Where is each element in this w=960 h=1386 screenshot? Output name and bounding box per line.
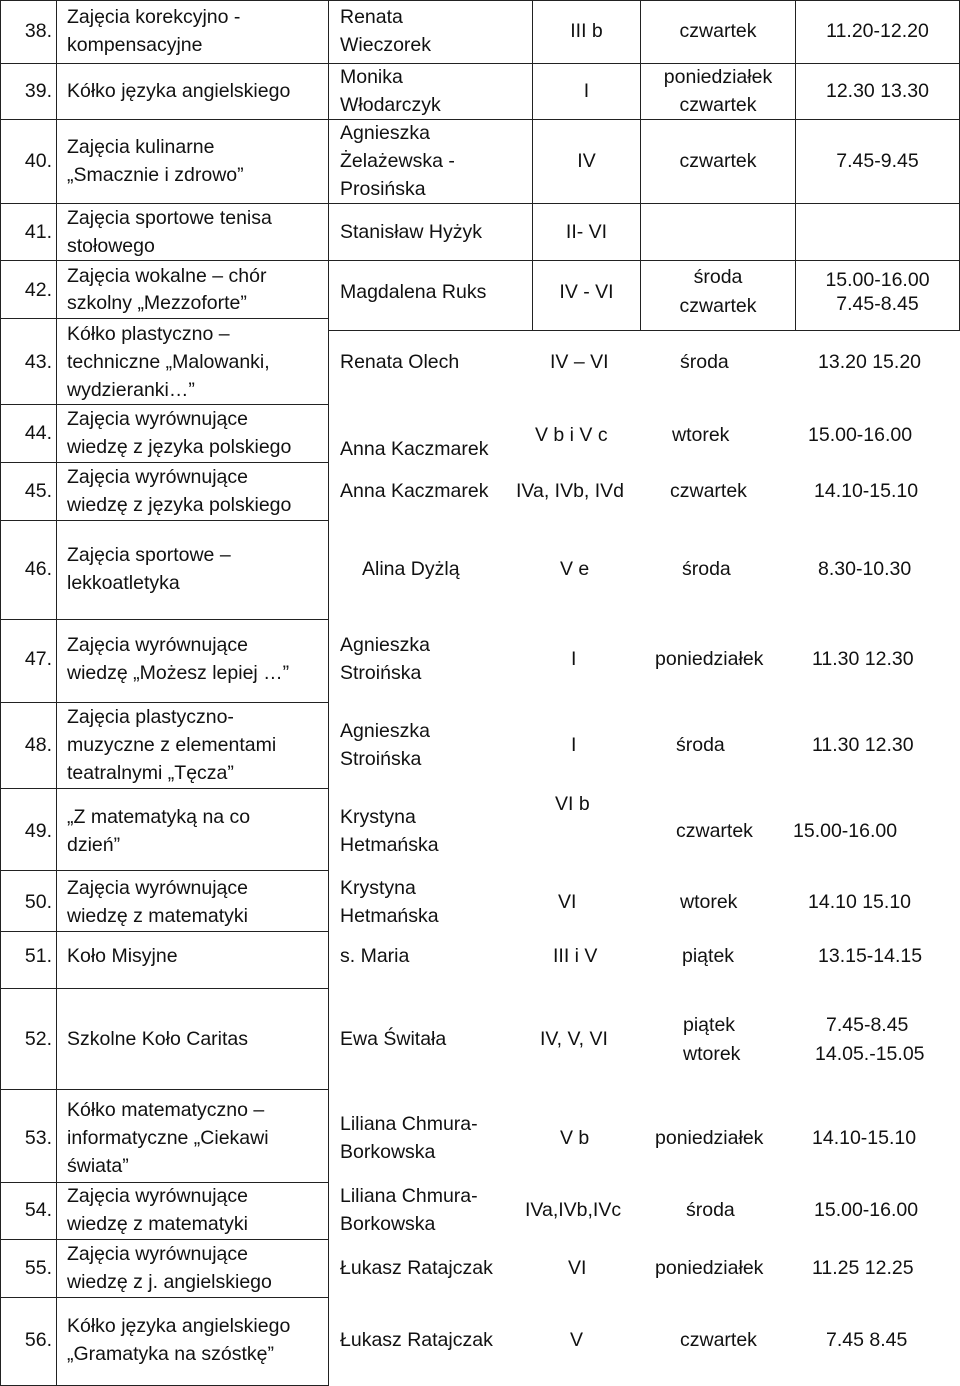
grade: V — [570, 1329, 584, 1351]
teacher-name-line: Agnieszka — [340, 122, 430, 144]
activity-name-line: Zajęcia sportowe – — [67, 544, 231, 566]
day: wtorek — [680, 891, 738, 913]
row-divider — [0, 1089, 329, 1090]
row-divider — [0, 931, 329, 932]
time: 7.45-9.45 — [836, 150, 919, 172]
day: piątek — [683, 1014, 736, 1036]
grade: V e — [560, 558, 590, 580]
activity-name-line: Zajęcia wyrównujące — [67, 877, 248, 899]
teacher-name-line: Anna Kaczmarek — [340, 438, 489, 460]
teacher-name-line: Żelażewska - — [340, 150, 455, 172]
grade: IVa, IVb, IVd — [516, 480, 625, 502]
activity-name-line: lekkoatletyka — [67, 572, 180, 594]
row-divider — [0, 260, 329, 261]
row-number: 56. — [24, 1329, 52, 1351]
time: 11.30 12.30 — [812, 648, 914, 670]
row-number: 54. — [24, 1199, 52, 1221]
day: środa — [680, 351, 729, 373]
time: 11.25 12.25 — [812, 1257, 914, 1279]
row-number: 46. — [24, 558, 52, 580]
teacher-name-line: Wieczorek — [340, 34, 432, 56]
time: 8.30-10.30 — [818, 558, 912, 580]
row-divider — [0, 1297, 329, 1298]
row-number: 48. — [24, 734, 52, 756]
day: czwartek — [679, 150, 757, 172]
activity-name-line: wiedzę z j. angielskiego — [67, 1271, 272, 1293]
time: 14.05.-15.05 — [815, 1043, 925, 1065]
teacher-name-line: Renata — [340, 6, 403, 28]
teacher-name-line: Alina Dyżlą — [362, 558, 460, 580]
time: 7.45-8.45 — [826, 1014, 909, 1036]
activity-name-line: wiedzę „Możesz lepiej …” — [67, 662, 290, 684]
teacher-name-line: Renata Olech — [340, 351, 460, 373]
row-divider — [328, 0, 960, 1]
grade: I — [571, 734, 577, 756]
row-divider — [328, 330, 960, 331]
row-number: 44. — [24, 422, 52, 444]
activity-name-line: wiedzę z matematyki — [67, 905, 248, 927]
day: czwartek — [679, 20, 757, 42]
row-number: 38. — [24, 20, 52, 42]
activity-name-line: Zajęcia wyrównujące — [67, 1185, 248, 1207]
column-divider-number — [56, 0, 57, 1386]
activity-name-line: stołowego — [67, 235, 155, 257]
day: środa — [693, 266, 743, 288]
grade: III b — [570, 20, 603, 42]
activity-name-line: Koło Misyjne — [67, 945, 178, 967]
row-divider — [0, 520, 329, 521]
activity-name-line: Kółko języka angielskiego — [67, 1315, 291, 1337]
teacher-name-line: Stroińska — [340, 662, 422, 684]
teacher-name-line: Hetmańska — [340, 905, 439, 927]
activity-name-line: wiedzę z języka polskiego — [67, 436, 292, 458]
grade: VI — [568, 1257, 587, 1279]
grade: I — [571, 648, 577, 670]
teacher-name-line: Łukasz Ratajczak — [340, 1257, 493, 1279]
row-number: 50. — [24, 891, 52, 913]
teacher-name-line: Krystyna — [340, 877, 416, 899]
row-divider — [0, 63, 329, 64]
row-number: 55. — [24, 1257, 52, 1279]
activity-name-line: Kółko matematyczno – — [67, 1099, 265, 1121]
row-number: 42. — [24, 279, 52, 301]
row-divider — [0, 988, 329, 989]
day: środa — [686, 1199, 735, 1221]
activity-name-line: „Smacznie i zdrowo” — [67, 164, 244, 186]
activity-name-line: szkolny „Mezzoforte” — [67, 292, 247, 314]
teacher-name-line: Agnieszka — [340, 720, 430, 742]
activity-name-line: Zajęcia kulinarne — [67, 136, 215, 158]
day: poniedziałek — [663, 66, 773, 88]
activity-name-line: wiedzę z matematyki — [67, 1213, 248, 1235]
grade: IV, V, VI — [540, 1028, 608, 1050]
grade: IVa,IVb,IVc — [525, 1199, 622, 1221]
grade: VI b — [555, 793, 590, 815]
time: 15.00-16.00 — [808, 424, 913, 446]
activity-name-line: Zajęcia wyrównujące — [67, 1243, 248, 1265]
row-number: 39. — [24, 80, 52, 102]
activity-name-line: techniczne „Malowanki, — [67, 351, 270, 373]
table-border-left — [0, 0, 1, 1386]
teacher-name-line: Agnieszka — [340, 634, 430, 656]
teacher-name-line: Krystyna — [340, 806, 416, 828]
time: 11.30 12.30 — [812, 734, 914, 756]
row-divider — [0, 318, 329, 319]
time: 14.10 15.10 — [808, 891, 912, 913]
grade: IV - VI — [559, 281, 614, 303]
row-divider — [0, 0, 329, 1]
activity-name-line: teatralnymi „Tęcza” — [67, 762, 234, 784]
time: 13.15-14.15 — [818, 945, 923, 967]
day: poniedziałek — [655, 1257, 764, 1279]
day: czwartek — [670, 480, 747, 502]
activity-name-line: Szkolne Koło Caritas — [67, 1028, 249, 1050]
row-number: 49. — [24, 820, 52, 842]
grade: I — [583, 80, 590, 102]
time: 13.20 15.20 — [818, 351, 922, 373]
time: 7.45-8.45 — [836, 293, 919, 315]
activity-name-line: Zajęcia wokalne – chór — [67, 265, 267, 287]
row-divider — [0, 870, 329, 871]
activity-name-line: Zajęcia wyrównujące — [67, 466, 248, 488]
time: 12.30 13.30 — [825, 80, 929, 102]
day: czwartek — [679, 94, 757, 116]
row-divider — [0, 119, 329, 120]
activity-name-line: Zajęcia wyrównujące — [67, 408, 248, 430]
teacher-name-line: Anna Kaczmarek — [340, 480, 489, 502]
teacher-name-line: Prosińska — [340, 178, 426, 200]
activity-name-line: dzień” — [67, 834, 121, 856]
day: środa — [682, 558, 731, 580]
time: 7.45 8.45 — [826, 1329, 908, 1351]
activity-name-line: informatyczne „Ciekawi — [67, 1127, 269, 1149]
time: 15.00-16.00 — [825, 269, 930, 291]
activity-name-line: Zajęcia wyrównujące — [67, 634, 248, 656]
row-divider — [0, 619, 329, 620]
teacher-name-line: Łukasz Ratajczak — [340, 1329, 493, 1351]
day: czwartek — [679, 295, 757, 317]
activity-name-line: kompensacyjne — [67, 34, 203, 56]
grade: V b i V c — [535, 424, 608, 446]
day: piątek — [682, 945, 735, 967]
teacher-name-line: Stroińska — [340, 748, 422, 770]
activity-name-line: Zajęcia sportowe tenisa — [67, 207, 272, 229]
time: 14.10-15.10 — [812, 1127, 917, 1149]
activity-name-line: Zajęcia plastyczno- — [67, 706, 234, 728]
day: wtorek — [683, 1043, 741, 1065]
activity-name-line: wydzieranki…” — [67, 379, 195, 401]
activity-name-line: Kółko plastyczno – — [67, 323, 230, 345]
teacher-name-line: Borkowska — [340, 1213, 436, 1235]
teacher-name-line: Liliana Chmura- — [340, 1113, 478, 1135]
activity-name-line: Kółko języka angielskiego — [67, 80, 291, 102]
grade: IV — [577, 150, 596, 172]
teacher-name-line: Liliana Chmura- — [340, 1185, 478, 1207]
teacher-name-line: Włodarczyk — [340, 94, 441, 116]
time: 14.10-15.10 — [814, 480, 919, 502]
grade: III i V — [553, 945, 598, 967]
row-number: 40. — [24, 150, 52, 172]
row-divider — [328, 203, 960, 204]
teacher-name-line: Monika — [340, 66, 403, 88]
row-number: 45. — [24, 480, 52, 502]
grade: VI — [558, 891, 577, 913]
activity-name-line: „Z matematyką na co — [67, 806, 251, 828]
activity-name-line: „Gramatyka na szóstkę” — [67, 1343, 274, 1365]
day: poniedziałek — [655, 1127, 764, 1149]
day: środa — [676, 734, 725, 756]
activity-name-line: wiedzę z języka polskiego — [67, 494, 292, 516]
row-number: 41. — [24, 221, 52, 243]
teacher-name-line: Ewa Świtała — [340, 1028, 447, 1050]
row-number: 53. — [24, 1127, 52, 1149]
teacher-name-line: Magdalena Ruks — [340, 281, 487, 303]
activity-name-line: muzyczne z elementami — [67, 734, 277, 756]
column-divider-name — [328, 0, 329, 1386]
row-divider — [328, 260, 960, 261]
teacher-name-line: Hetmańska — [340, 834, 439, 856]
grade: V b — [560, 1127, 590, 1149]
time: 15.00-16.00 — [793, 820, 898, 842]
activity-name-line: świata” — [67, 1155, 129, 1177]
row-number: 47. — [24, 648, 52, 670]
row-divider — [0, 788, 329, 789]
grade: II- VI — [565, 221, 608, 243]
teacher-name-line: s. Maria — [340, 945, 410, 967]
time: 11.20-12.20 — [826, 20, 929, 42]
grade: IV – VI — [550, 351, 609, 373]
time: 15.00-16.00 — [814, 1199, 919, 1221]
day: poniedziałek — [655, 648, 764, 670]
row-number: 51. — [24, 945, 52, 967]
day: czwartek — [676, 820, 753, 842]
teacher-name-line: Stanisław Hyżyk — [340, 221, 482, 243]
activity-name-line: Zajęcia korekcyjno - — [67, 6, 241, 28]
teacher-name-line: Borkowska — [340, 1141, 436, 1163]
day: wtorek — [672, 424, 730, 446]
day: czwartek — [680, 1329, 757, 1351]
row-number: 52. — [24, 1028, 52, 1050]
row-number: 43. — [24, 351, 52, 373]
